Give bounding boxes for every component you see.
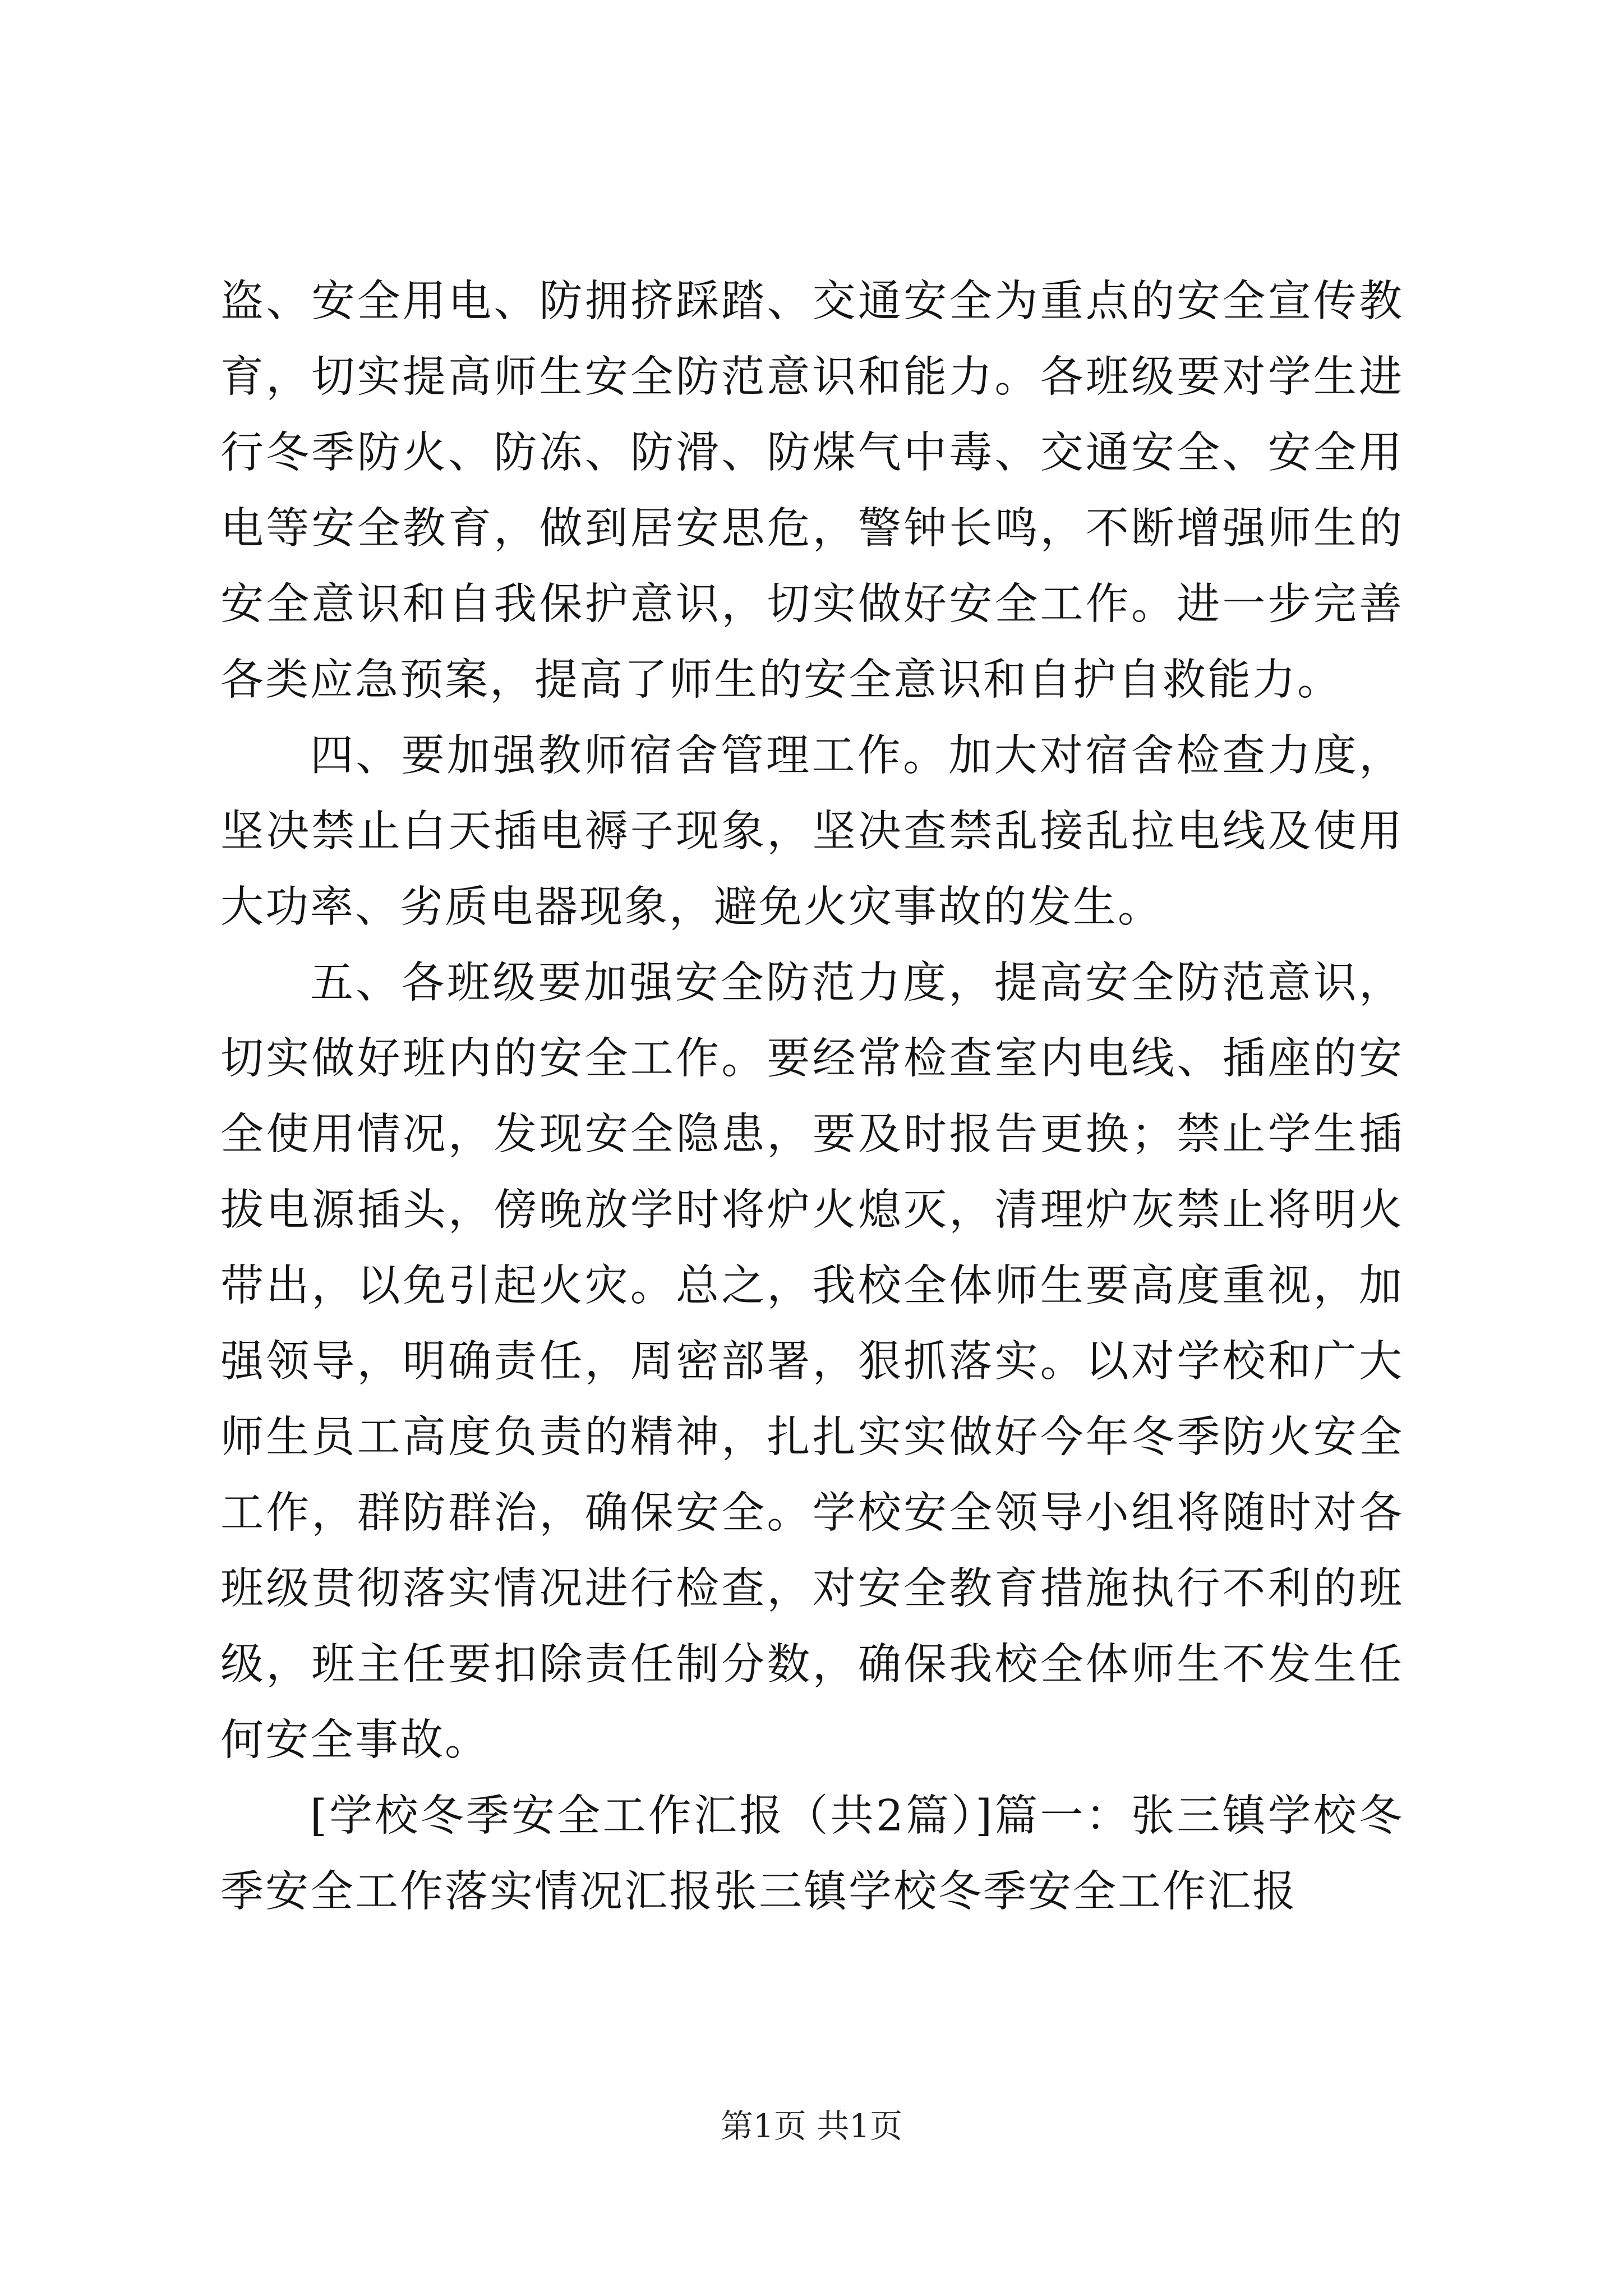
paragraph-3: 五、各班级要加强安全防范力度，提高安全防范意识，切实做好班内的安全工作。要经常检查室内电线、插座的安全使用情况，发现安全隐患，要及时报告更换；禁止学生插拔电源插头，傍晚放学时将炉火熄灭，清理炉灰禁止将明火带出，以免引起火灾。总之，我校全体师生要高度重视，加强领导，明确责任，周密部署，狠抓落实。以对学校和广大师生员工高度负责的精神，扎扎实实做好今年冬季防火安全工作，群防群治，确保安全。学校安全领导小组将随时对各班级贯彻落实情况进行检查，对安全教育措施执行不利的班级，班主任要扣除责任制分数，确保我校全体师生不发生任何安全事故。 [220,958,1404,1765]
paragraph-4: [学校冬季安全工作汇报（共2篇）]篇一：张三镇学校冬季安全工作落实情况汇报张三镇学校冬季安全工作汇报 [220,1791,1404,1917]
paragraph-2: 四、要加强教师宿舍管理工作。加大对宿舍检查力度，坚决禁止白天插电褥子现象，坚决查禁乱接乱拉电线及使用大功率、劣质电器现象，避免火灾事故的发生。 [220,731,1404,932]
page-footer: 第1页 共1页 [720,2107,903,2145]
document-body [220,264,1404,1930]
paragraph-1: 盗、安全用电、防拥挤踩踏、交通安全为重点的安全宣传教育，切实提高师生安全防范意识和能力。各班级要对学生进行冬季防火、防冻、防滑、防煤气中毒、交通安全、安全用电等安全教育，做到居安思危，警钟长鸣，不断增强师生的安全意识和自我保护意识，切实做好安全工作。进一步完善各类应急预案，提高了师生的安全意识和自护自救能力。 [220,277,1404,705]
